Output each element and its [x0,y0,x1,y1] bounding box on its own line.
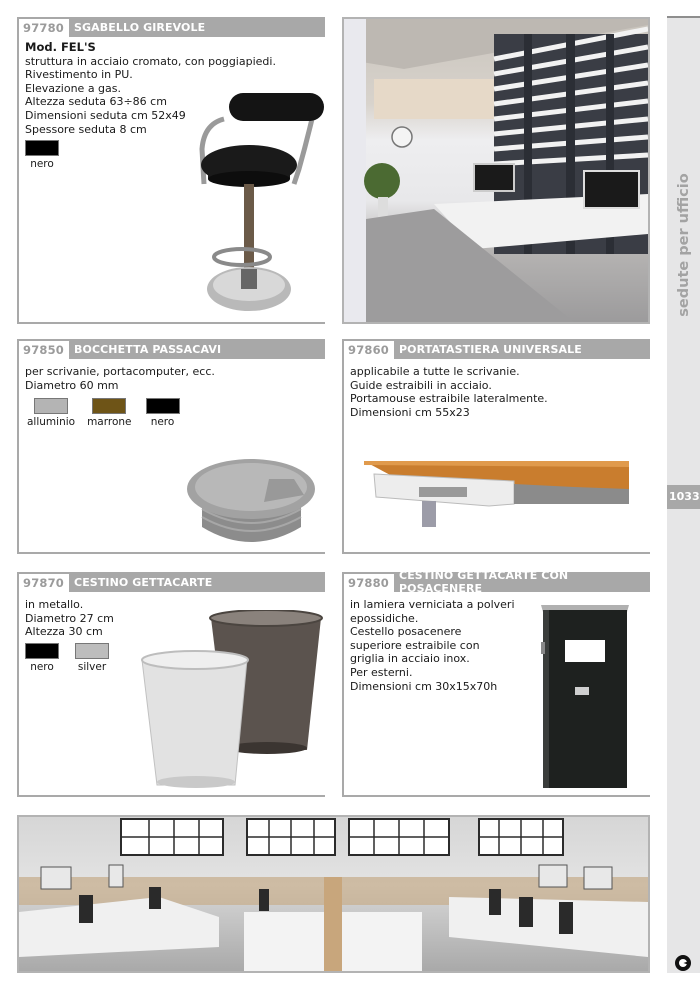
product-header [19,572,325,592]
desc-line: per scrivanie, portacomputer, ecc. [25,365,215,378]
product-code: 97860 [344,341,394,359]
color-swatch [25,140,59,172]
desc-line: Diametro 60 mm [25,378,119,392]
product-title: CESTINO GETTACARTE CON POSACENERE [399,569,569,595]
side-tab-divider [667,16,700,18]
desc-line: epossidiche. [350,611,419,625]
desc-line: Rivestimento in PU. [25,68,133,82]
color-swatch [146,398,180,430]
swatch-label: nero [30,660,54,673]
product-code: 97880 [344,574,394,592]
desc-line: Altezza 30 cm [25,625,103,639]
product-card-97860 [342,339,650,554]
swatch-label: alluminio [27,416,76,429]
product-card-97880 [342,569,650,797]
product-title: PORTATASTIERA UNIVERSALE [399,342,582,356]
swatch-label: silver [77,660,107,673]
open-space-office-photo [17,815,650,973]
page-number: 1033 [667,485,700,509]
swatch-chip [25,643,59,659]
swatch-chip [146,398,180,414]
color-swatch [25,643,59,675]
section-label [667,170,700,320]
desc-line: applicabile a tutte le scrivanie. [350,365,520,378]
product-card-97870 [17,572,325,797]
product-model: Mod. FEL'S [25,40,96,54]
office-interior-photo [342,17,650,324]
desc-line: Diametro 27 cm [25,611,114,625]
desc-line: Guide estraibili in acciaio. [350,378,492,392]
color-swatch [27,398,75,430]
swatch-chip [92,398,126,414]
product-title: CESTINO GETTACARTE [74,575,213,589]
product-code: 97850 [19,341,69,359]
desc-line: struttura in acciaio cromato, con poggiapiedi. [25,54,276,68]
product-card-97780 [17,17,325,324]
swatch-chip [34,398,68,414]
product-header [19,17,325,37]
desc-line: in lamiera verniciata a polveri [350,598,515,611]
desc-line: Dimensioni cm 30x15x70h [350,679,498,693]
cable-grommet-image [184,457,319,549]
product-description [19,359,325,434]
desc-line: griglia in acciaio inox. [350,652,470,666]
color-swatch [75,643,109,675]
mesh-waste-baskets-image [139,610,329,790]
product-header [344,569,650,595]
office-interior-illustration [344,19,648,322]
keyboard-tray-image [364,459,654,534]
product-header [344,339,650,359]
product-title: BOCCHETTA PASSACAVI [74,342,222,356]
color-swatch [87,398,131,430]
open-space-office-illustration [19,817,648,971]
section-label-text: sedute per ufficio [675,173,692,317]
product-header [19,339,325,359]
product-description [344,359,650,423]
desc-line: Portamouse estraibile lateralmente. [350,392,548,406]
swatch-chip [75,643,109,659]
desc-line: Per esterni. [350,665,413,679]
bar-stool-image [194,89,329,319]
swatch-chip [25,140,59,156]
color-swatches [25,398,319,430]
desc-line: Spessore seduta 8 cm [25,122,147,136]
desc-line: Cestello posacenere [350,625,462,639]
swatch-label: nero [30,158,54,171]
ashtray-bin-image [539,602,634,792]
desc-line: Dimensioni cm 55x23 [350,405,470,419]
product-card-97850 [17,339,325,554]
brand-logo-icon [675,955,691,971]
desc-line: Dimensioni seduta cm 52x49 [25,108,186,122]
swatch-label: nero [150,416,175,429]
desc-line: superiore estraibile con [350,638,480,652]
product-code: 97780 [19,19,69,37]
desc-line: in metallo. [25,598,84,611]
desc-line: Altezza seduta 63÷86 cm [25,95,167,109]
product-title: SGABELLO GIREVOLE [74,20,206,34]
product-code: 97870 [19,574,69,592]
desc-line: Elevazione a gas. [25,81,122,95]
swatch-label: marrone [87,416,132,429]
